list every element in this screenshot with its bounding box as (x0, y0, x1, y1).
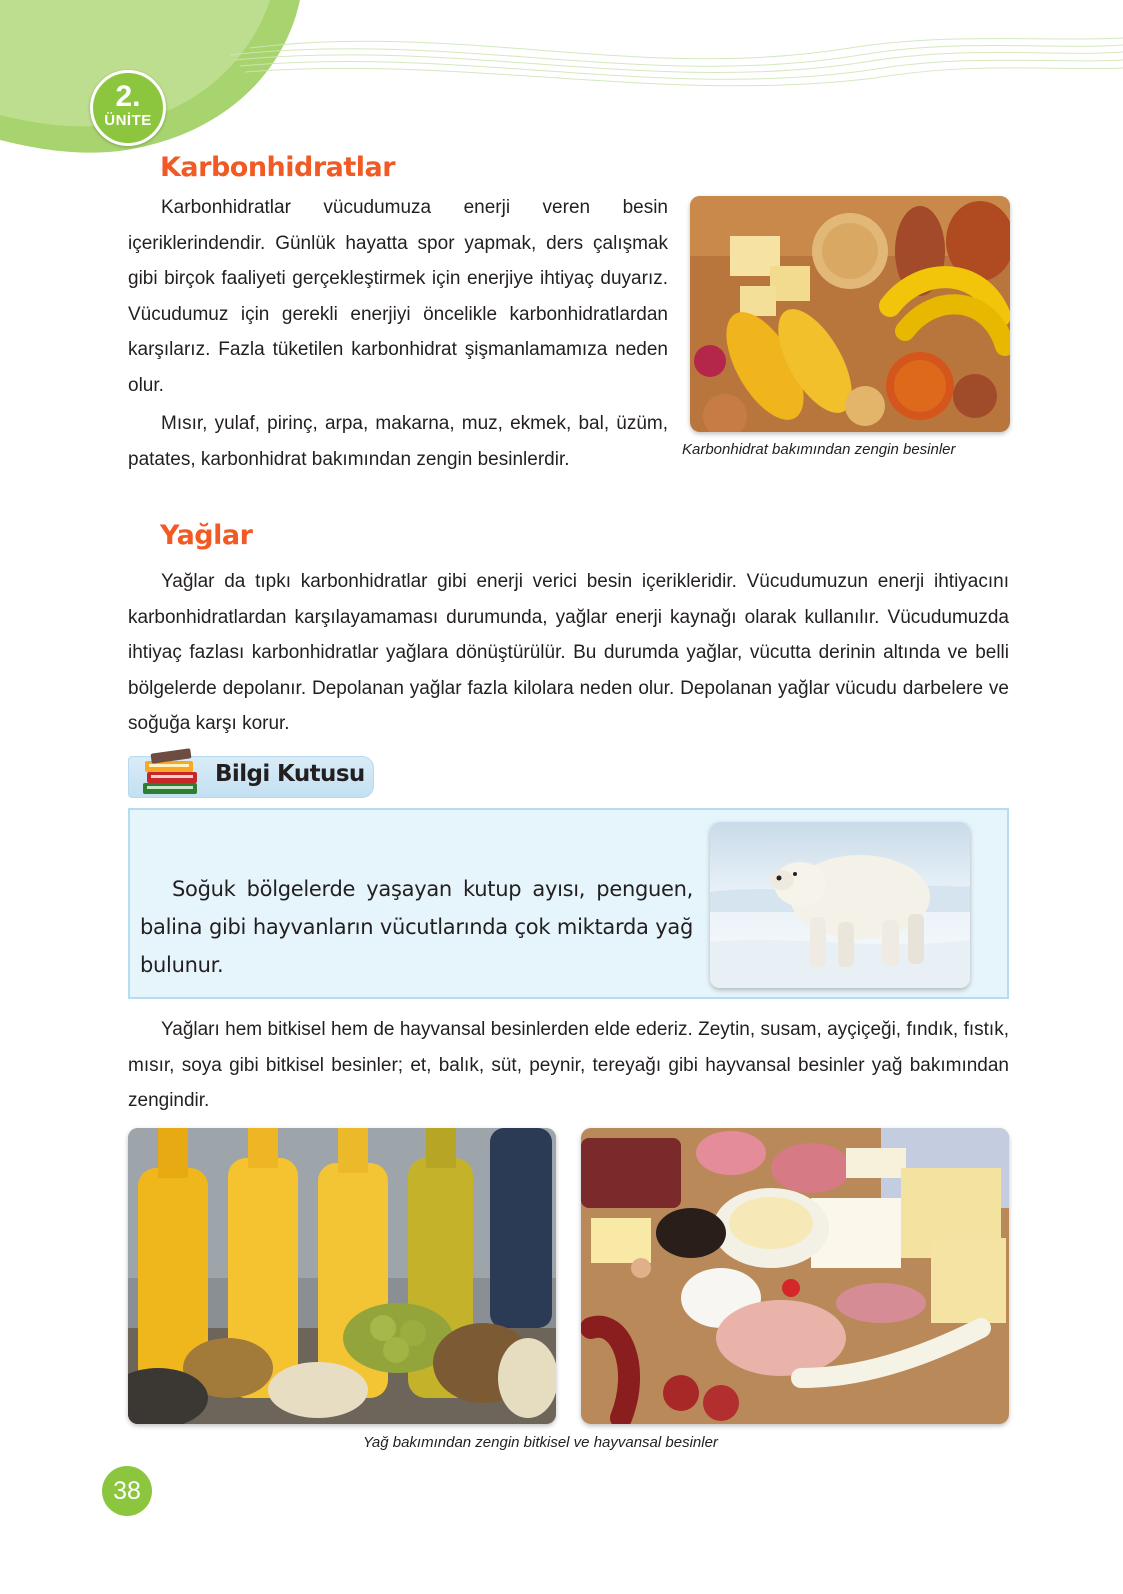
carbs-paragraph-2: Mısır, yulaf, pirinç, arpa, makarna, muz, ekmek, bal, üzüm, patates, karbonhidrat bakımından zengin besinlerdir. (128, 413, 668, 470)
fats-paragraph-1: Yağlar da tıpkı karbonhidratlar gibi enerji verici besin içerikleridir. Vücudumuzun enerji ihtiyacını karbonhidratlardan karşılayamaması durumunda, yağlar enerji kaynağı olarak kullanılır. Vücudumuzda ihtiyaç fazlası karbonhidratlar yağlara dönüştürülür. Bu durumda yağlar, vücutta derinin altında ve belli bölgelerde depolanır. Depolanan yağlar fazla kilolara neden olur. Depolanan yağlar vücudu darbelere ve soğuğa karşı korur. (128, 571, 1009, 734)
fats-photos-caption: Yağ bakımından zengin bitkisel ve hayvansal besinler (363, 1434, 718, 1451)
unit-badge (90, 70, 166, 146)
info-box (128, 808, 1009, 999)
plant-oils-photo (128, 1128, 556, 1424)
carbs-heading: Karbonhidratlar (160, 152, 396, 183)
header-decoration (0, 0, 1123, 160)
animal-foods-photo (581, 1128, 1009, 1424)
info-box-tab (128, 756, 374, 798)
page-number: 38 (102, 1466, 152, 1516)
unit-label: ÜNİTE (104, 112, 152, 129)
carbs-photo-caption: Karbonhidrat bakımından zengin besinler (682, 441, 956, 458)
polar-bear-photo (710, 822, 970, 988)
unit-number: 2. (115, 80, 141, 113)
books-icon (139, 747, 203, 799)
carbohydrate-foods-photo (690, 196, 1010, 432)
fats-heading: Yağlar (160, 520, 253, 551)
info-box-text: Soğuk bölgelerde yaşayan kutup ayısı, penguen, balina gibi hayvanların vücutlarında çok miktarda yağ bulunur. (140, 877, 693, 977)
carbs-paragraph-1: Karbonhidratlar vücudumuza enerji veren besin içeriklerindendir. Günlük hayatta spor yapmak, ders çalışmak gibi birçok faaliyeti gerçekleştirmek için enerjiye ihtiyaç duyarız. Vücudumuz için gerekli enerjiyi öncelikle karbonhidratlardan karşılarız. Fazla tüketilen karbonhidrat şişmanlamamıza neden olur. (128, 197, 668, 396)
fats-paragraph-2: Yağları hem bitkisel hem de hayvansal besinlerden elde ederiz. Zeytin, susam, ayçiçeği, fındık, fıstık, mısır, soya gibi bitkisel besinler; et, balık, süt, peynir, tereyağı gibi hayvansal besinler yağ bakımından zengindir. (128, 1019, 1009, 1111)
info-box-title: Bilgi Kutusu (215, 761, 365, 787)
